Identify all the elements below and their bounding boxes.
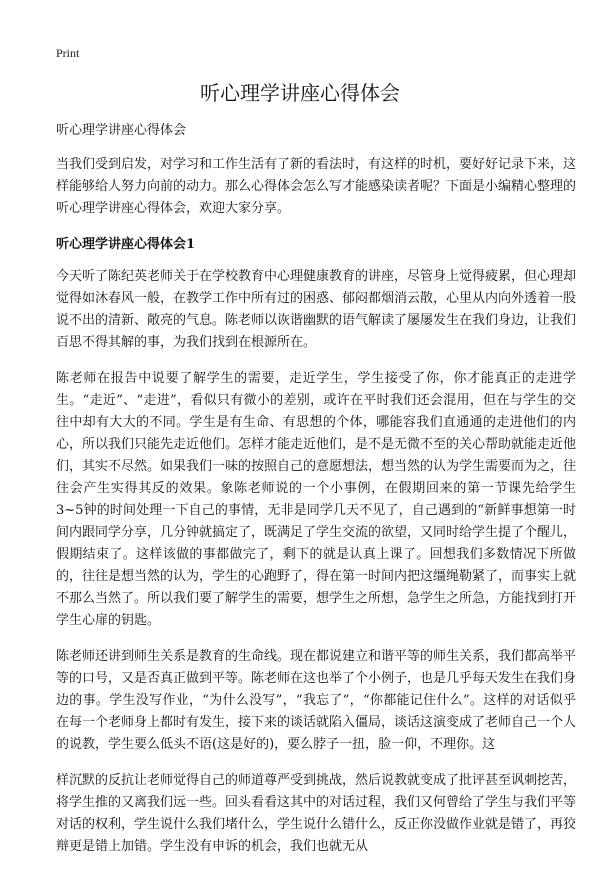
- document-body: [56, 120, 576, 872]
- intro-paragraph: 当我们受到启发，对学习和工作生活有了新的看法时，有这样的时机，要好好记录下来，这样能够给人努力向前的动力。那么心得体会怎么写才能感染读者呢？下面是小编精心整理的听心理学讲座心得体会，欢迎大家分享。: [56, 157, 577, 216]
- document-subtitle: 听心理学讲座心得体会: [56, 123, 187, 138]
- page-title: 听心理学讲座心得体会: [200, 81, 400, 105]
- body-paragraph-4: 样沉默的反抗让老师觉得自己的师道尊严受到挑战，然后说教就变成了批评甚至讽刺挖苦，将学生推的又离我们远一些。回头看看这其中的对话过程，我们又何曾给了学生与我们平等对话的权利，学生说什么我们堵什么，学生说什么错什么，反正你没做作业就是错了，再狡辩更是错上加错。学生没有申诉的机会，我们也就无从: [56, 773, 577, 854]
- body-paragraph-1: 今天听了陈纪英老师关于在学校教育中心理健康教育的讲座，尽管身上觉得疲累，但心理却觉得如沐春风一般，在教学工作中所有过的困惑、郁闷都烟消云散，心里从内向外透着一股说不出的清新、敞亮的气息。陈老师以诙谐幽默的语气解读了屡屡发生在我们身边，让我们百思不得其解的事，为我们找到在根源所在。: [56, 269, 577, 350]
- section-heading: 听心理学讲座心得体会1: [56, 237, 196, 252]
- print-label[interactable]: Print: [56, 46, 80, 60]
- body-paragraph-2: 陈老师在报告中说要了解学生的需要，走近学生，学生接受了你，你才能真正的走进学生。“走近”、“走进”，看似只有微小的差别，或许在平时我们还会混用，但在与学生的交往中却有大大的不同。学生是有生命、有思想的个体，哪能容我们直通通的走进他们的内心，所以我们只能先走近他们。怎样才能走近他们，是不是无微不至的关心帮助就能走近他们，其实不尽然。如果我们一味的按照自己的意愿想法，想当然的认为学生需要而为之，往往会产生实得其反的效果。象陈老师说的一个小事例，在假期回来的第一节课先给学生3~5钟的时间处理一下自己的事情，无非是同学几天不见了，自己遇到的“新鲜事想第一时间内跟同学分享，几分钟就搞定了，既满足了学生交流的欲望，又同时给学生提了个醒儿，假期结束了。这样该做的事都做完了，剩下的就是认真上课了。回想我们多数情况下所做的，往往是想当然的认为，学生的心跑野了，得在第一时间内把这缰绳勒紧了，而事实上就不那么当然了。所以我们要了解学生的需要，想学生之所想，急学生之所急，方能找到打开学生心扉的钥匙。: [56, 371, 577, 628]
- body-paragraph-3: 陈老师还讲到师生关系是教育的生命线。现在都说建立和谐平等的师生关系，我们都高举平等的口号，又是否真正做到平等。陈老师在这也举了个小例子，也是几乎每天发生在我们身边的事。学生没写作业，“为什么没写”，“我忘了”，“你都能记住什么”。这样的对话似乎在每一个老师身上都时有发生，接下来的谈话就陷入僵局，谈话这演变成了老师自己一个人的说教，学生要么低头不语(这是好的)，要么脖子一扭，脸一仰，不理你。这: [56, 649, 577, 752]
